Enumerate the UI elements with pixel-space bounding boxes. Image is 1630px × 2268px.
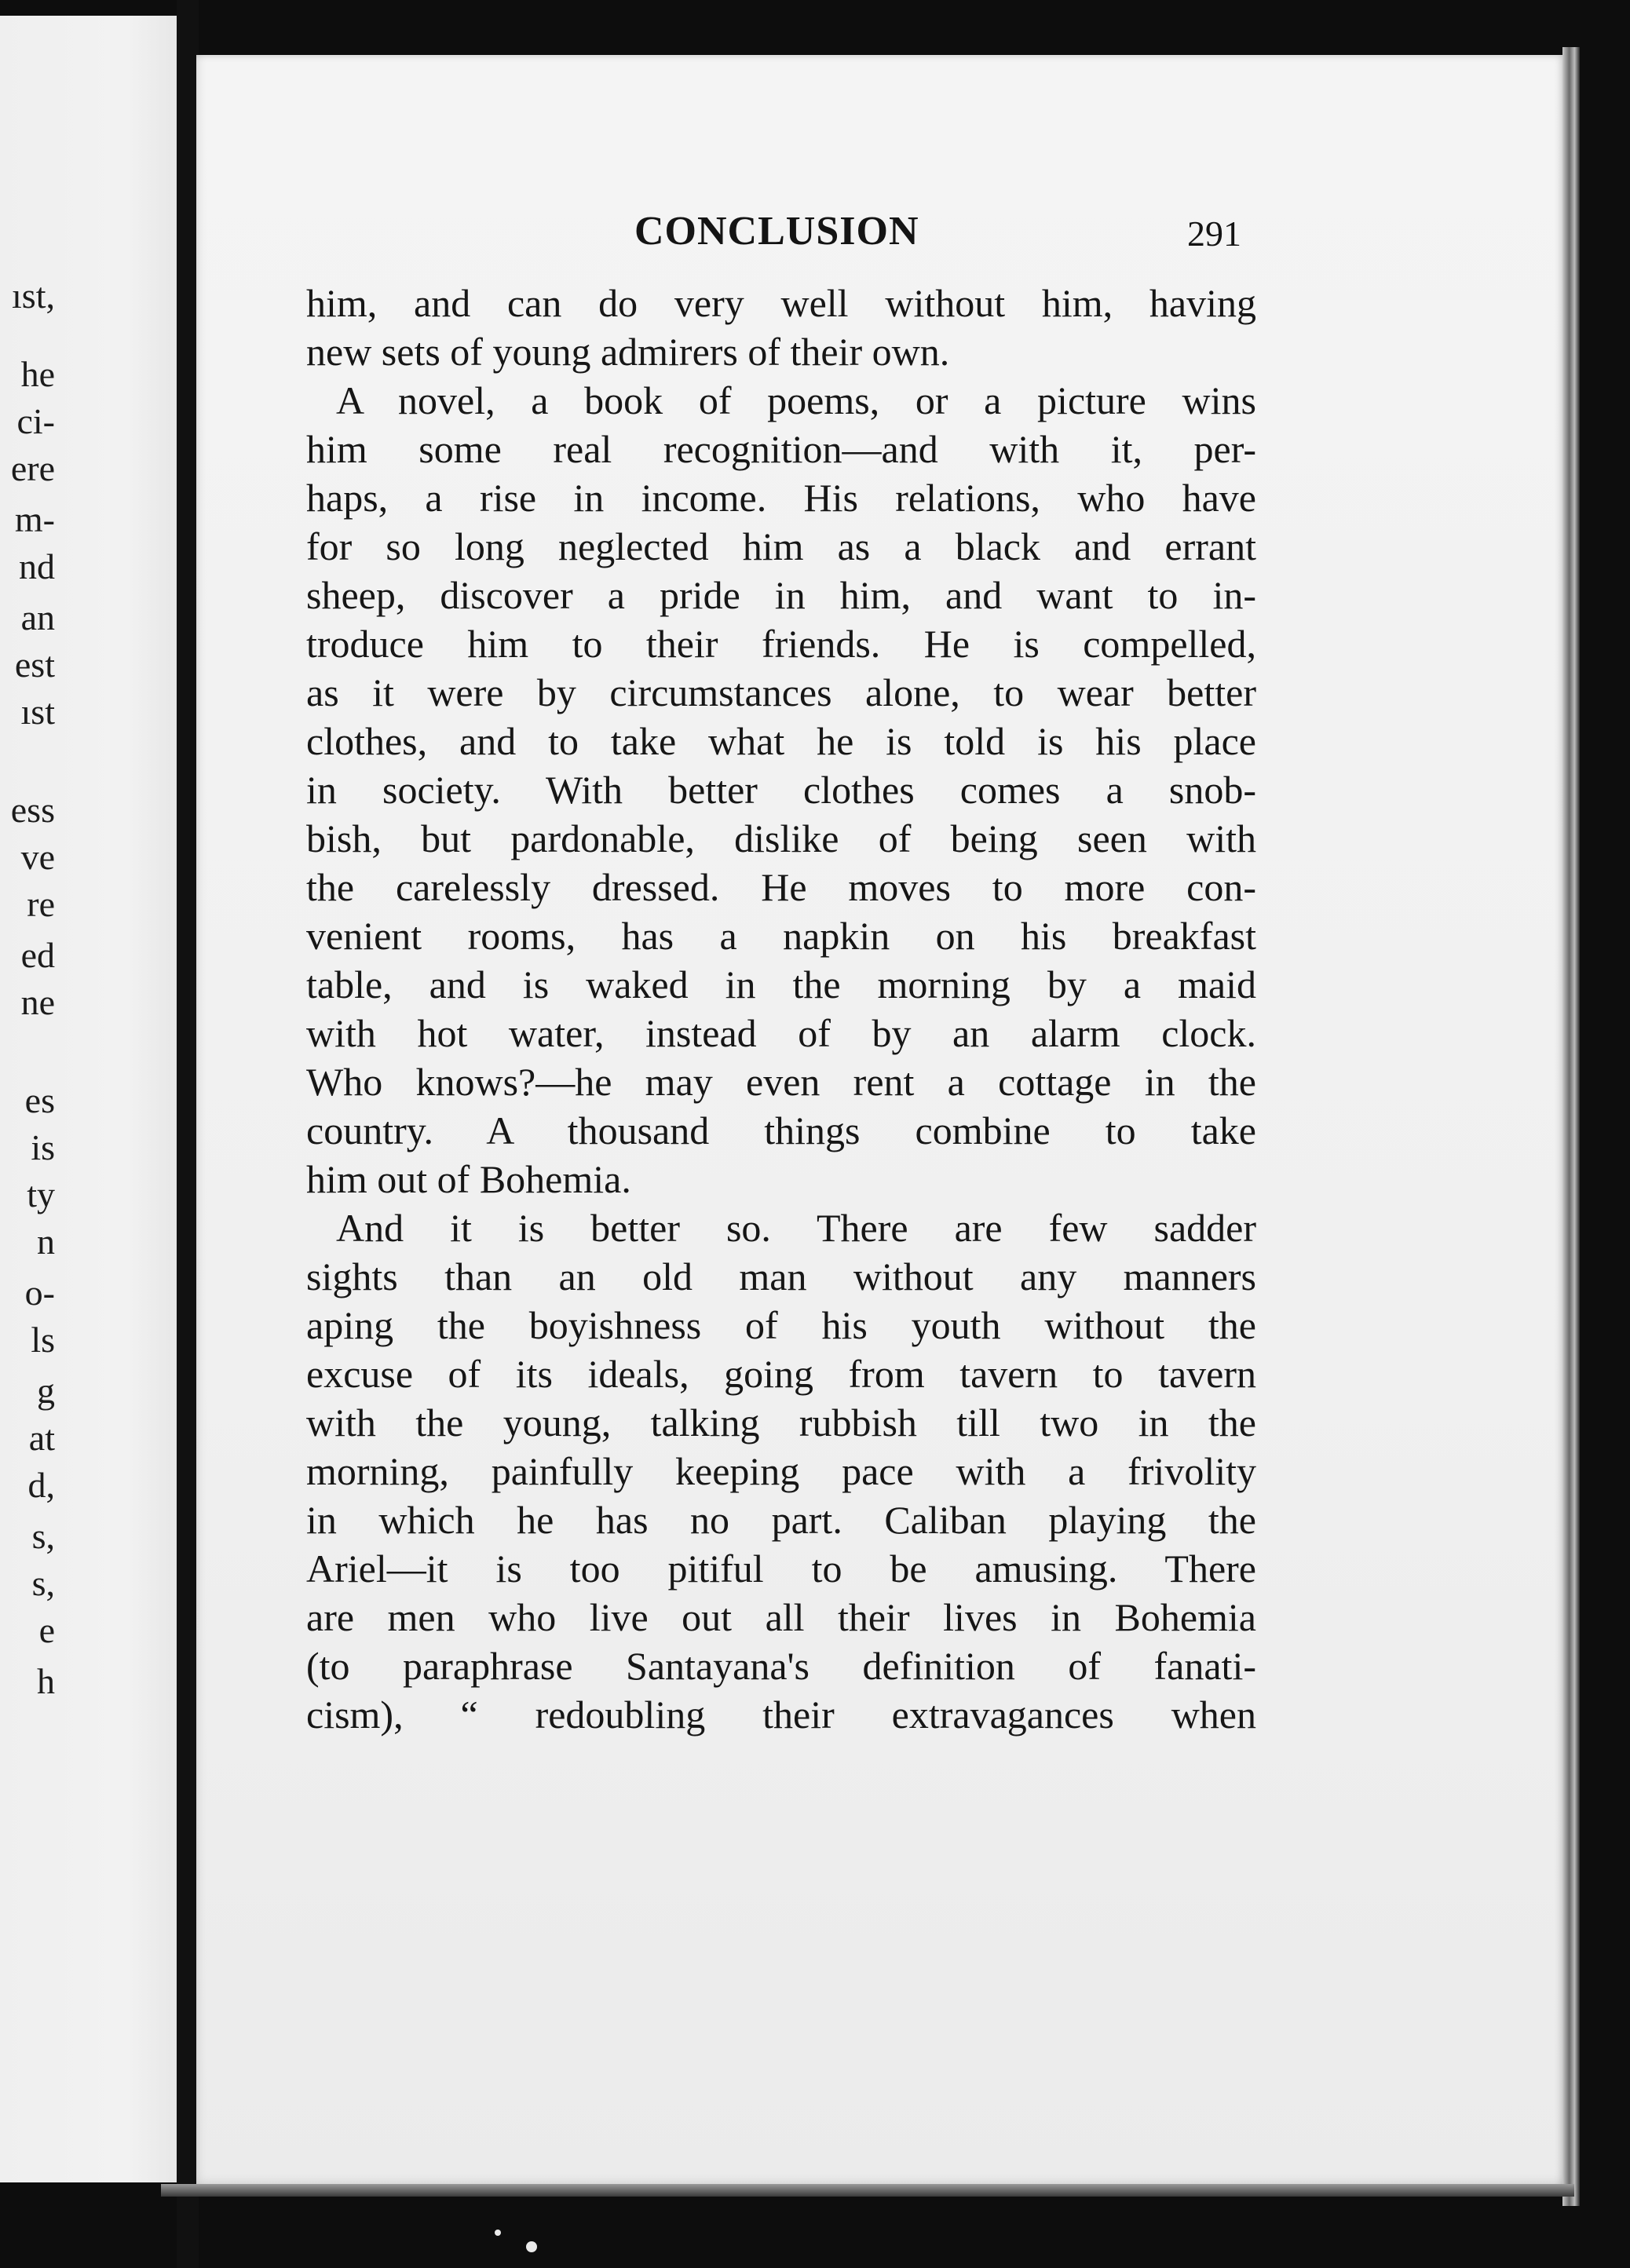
facing-page-fragment-line: ls [31, 1320, 55, 1360]
page-number: 291 [1187, 214, 1241, 254]
text-line: morning, painfully keeping pace with a frivolity [306, 1449, 1256, 1493]
facing-page-fragment-line: an [20, 597, 55, 637]
text-line: And it is better so. There are few sadder [336, 1206, 1256, 1250]
facing-page-fragment-line: s, [31, 1516, 55, 1556]
facing-page-fragment-line: h [37, 1661, 55, 1701]
facing-page-fragment-line: g [37, 1371, 55, 1411]
facing-page-fragment-line: ed [20, 935, 55, 975]
text-line: A novel, a book of poems, or a picture wins [336, 378, 1256, 422]
text-line: sheep, discover a pride in him, and want to in- [306, 573, 1256, 617]
facing-page-fragment-line: ıst [20, 692, 55, 732]
facing-page-fragment-line: is [31, 1127, 55, 1167]
running-head: CONCLUSION [634, 209, 919, 254]
text-line: cism), “ redoubling their extravagances when [306, 1693, 1256, 1737]
facing-page-fragment-line: nd [19, 546, 55, 586]
text-line: troduce him to their friends. He is compelled, [306, 622, 1256, 666]
scan-speck [526, 2241, 537, 2252]
facing-page-fragment-line: ne [20, 982, 55, 1022]
facing-page-fragment-line: m- [14, 499, 55, 539]
page-edge-right [1562, 47, 1580, 2206]
facing-page-fragment-line: n [37, 1222, 55, 1262]
text-line: as it were by circumstances alone, to wear better [306, 670, 1256, 714]
text-line: him out of Bohemia. [306, 1157, 631, 1201]
text-line: with hot water, instead of by an alarm clock. [306, 1011, 1256, 1055]
facing-page-fragment-line: e [38, 1610, 55, 1650]
text-line: country. A thousand things combine to take [306, 1108, 1256, 1152]
text-line: him some real recognition—and with it, per- [306, 427, 1256, 471]
text-line: (to paraphrase Santayana's definition of fanati- [306, 1644, 1256, 1688]
text-line: Who knows?—he may even rent a cottage in the [306, 1060, 1256, 1104]
text-line: sights than an old man without any manners [306, 1255, 1256, 1298]
facing-page-fragment-line: ıst, [12, 276, 55, 316]
facing-page-fragment-line: at [28, 1418, 55, 1458]
facing-page-fragment-line: ve [20, 837, 55, 877]
scan-speck [495, 2230, 501, 2236]
text-line: clothes, and to take what he is told is his place [306, 719, 1256, 763]
text-line: excuse of its ideals, going from tavern to tavern [306, 1352, 1256, 1396]
text-line: bish, but pardonable, dislike of being seen with [306, 816, 1256, 860]
facing-page-fragment-line: ere [10, 448, 55, 488]
facing-page-fragment-line: ty [27, 1174, 55, 1214]
text-line: in society. With better clothes comes a snob- [306, 768, 1256, 812]
text-line: are men who live out all their lives in Bohemia [306, 1595, 1256, 1639]
facing-page-fragment-line: d, [27, 1465, 55, 1505]
facing-page-fragment-line: re [27, 884, 55, 924]
facing-page-fragment-line: ci- [16, 401, 55, 441]
facing-page-fragment-line: ess [10, 790, 55, 830]
text-line: him, and can do very well without him, having [306, 281, 1256, 325]
book-gutter [177, 0, 199, 2268]
text-line: venient rooms, has a napkin on his breakfast [306, 914, 1256, 958]
text-line: for so long neglected him as a black and errant [306, 524, 1256, 568]
facing-page-fragment-line: s, [31, 1563, 55, 1603]
text-line: the carelessly dressed. He moves to more con- [306, 865, 1256, 909]
facing-page-fragment-line: es [24, 1080, 55, 1120]
text-line: in which he has no part. Caliban playing the [306, 1498, 1256, 1542]
text-line: with the young, talking rubbish till two in the [306, 1401, 1256, 1444]
page-header [314, 208, 1256, 263]
text-line: new sets of young admirers of their own. [306, 330, 950, 374]
facing-page-fragment-line: o- [24, 1273, 55, 1313]
facing-page-fragment-line: he [20, 354, 55, 394]
text-line: table, and is waked in the morning by a maid [306, 962, 1256, 1006]
body-text [306, 279, 1256, 1739]
page-edge-bottom [161, 2184, 1574, 2197]
facing-page-fragment-line: est [14, 645, 55, 685]
facing-page-fragment [0, 16, 181, 2182]
text-line: aping the boyishness of his youth without the [306, 1303, 1256, 1347]
text-line: haps, a rise in income. His relations, who have [306, 476, 1256, 520]
text-line: Ariel—it is too pitiful to be amusing. There [306, 1547, 1256, 1591]
